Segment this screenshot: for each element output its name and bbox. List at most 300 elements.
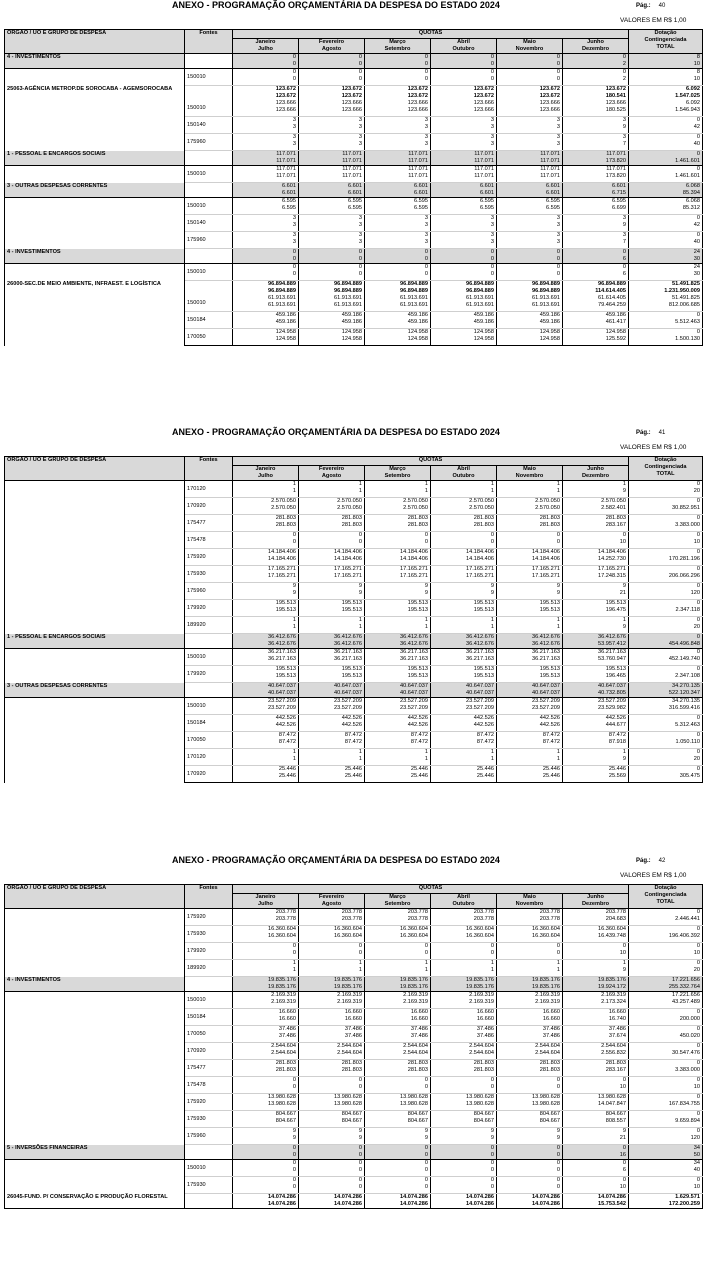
header-dotacao-line: TOTAL	[656, 44, 675, 50]
quota-cell	[563, 1160, 629, 1177]
quota-value: 61.913.691	[466, 302, 494, 308]
quota-value: 203.778	[539, 909, 560, 915]
quota-value: 804.667	[341, 1111, 362, 1117]
dotacao-value: 0	[696, 232, 701, 238]
row-fonte: 175920	[185, 909, 233, 926]
dotacao-value: 85.312	[682, 205, 701, 211]
quota-cell	[497, 698, 563, 715]
row-fonte	[185, 249, 233, 264]
quota-value: 0	[424, 1177, 428, 1183]
quota-value: 203.778	[407, 916, 428, 922]
quota-cell	[431, 198, 497, 215]
quota-value: 281.803	[473, 1067, 494, 1073]
header-quotas: QUOTAS	[233, 457, 629, 466]
quota-value: 9	[424, 590, 428, 596]
dotacao-cell	[629, 312, 703, 329]
quota-value: 16.660	[278, 1016, 296, 1022]
quota-cell	[365, 1194, 431, 1209]
quota-value: 2.169.319	[403, 999, 428, 1005]
quota-value: 17.165.271	[400, 566, 428, 572]
quota-cell	[365, 634, 431, 649]
quota-value: 117.071	[606, 166, 627, 172]
quota-value: 53.957.412	[598, 641, 627, 647]
quota-value: 61.614.405	[598, 295, 627, 301]
dotacao-value: 1.461.601	[675, 158, 701, 164]
row-label	[5, 1177, 185, 1194]
quota-cell	[563, 943, 629, 960]
quota-value: 195.513	[341, 600, 362, 606]
quota-value: 1	[292, 960, 296, 966]
table-row	[5, 1043, 703, 1060]
quota-cell	[365, 583, 431, 600]
quota-value: 16.660	[476, 1009, 494, 1015]
quota-value: 0	[424, 256, 428, 262]
header-month-name: Março	[389, 39, 406, 45]
quota-value: 804.667	[275, 1111, 296, 1117]
dotacao-value: 24	[693, 249, 701, 255]
quota-cell	[563, 1111, 629, 1128]
quota-value: 14.074.286	[466, 1194, 494, 1200]
quota-value: 96.894.889	[334, 281, 362, 287]
quota-value: 6.601	[480, 190, 494, 196]
quota-cell	[563, 69, 629, 86]
quota-cell	[233, 649, 299, 666]
quota-cell	[497, 549, 563, 566]
quota-value: 3	[490, 215, 494, 221]
dotacao-value: 200.000	[679, 1016, 701, 1022]
quota-value: 87.472	[476, 739, 494, 745]
row-label	[5, 1060, 185, 1077]
quota-value: 0	[556, 256, 560, 262]
quota-value: 1	[556, 756, 560, 762]
quota-value: 1	[490, 960, 494, 966]
quota-value: 0	[556, 1145, 560, 1151]
quota-value: 123.672	[407, 93, 428, 99]
quota-value: 2.570.050	[469, 505, 494, 511]
header-month	[563, 466, 629, 481]
quota-value: 9	[424, 583, 428, 589]
dotacao-value: 3.383.000	[675, 522, 701, 528]
quota-cell	[299, 649, 365, 666]
quota-cell	[233, 666, 299, 683]
quota-value: 123.666	[605, 100, 627, 106]
quota-value: 1	[622, 749, 627, 755]
quota-value: 195.513	[473, 607, 494, 613]
header-month-name: Fevereiro	[318, 894, 345, 900]
quota-cell	[497, 1160, 563, 1177]
quota-value: 804.667	[539, 1111, 560, 1117]
quota-value: 123.672	[341, 86, 362, 92]
quota-value: 9	[358, 1128, 362, 1134]
quota-value: 1	[292, 624, 296, 630]
quota-value: 444.677	[605, 722, 627, 728]
quota-value: 117.071	[342, 151, 362, 157]
quota-value: 96.894.889	[334, 288, 362, 294]
row-fonte: 150140	[185, 215, 233, 232]
quota-cell	[563, 766, 629, 783]
quota-cell	[431, 515, 497, 532]
row-fonte: 189920	[185, 617, 233, 634]
row-label	[5, 498, 185, 515]
quota-cell	[431, 1060, 497, 1077]
quota-cell	[431, 732, 497, 749]
quota-cell	[365, 683, 431, 698]
quota-value: 13.980.628	[532, 1101, 560, 1107]
quota-value: 36.412.676	[334, 634, 362, 640]
dotacao-value: 0	[696, 532, 701, 538]
quota-value: 124.958	[407, 336, 428, 342]
table-row	[5, 329, 703, 346]
quota-value: 13.980.628	[268, 1094, 296, 1100]
dotacao-value: 0	[696, 766, 701, 772]
quota-cell	[431, 1077, 497, 1094]
quota-cell	[365, 481, 431, 498]
quota-cell	[497, 1043, 563, 1060]
quota-value: 40.647.037	[532, 683, 560, 689]
quota-value: 36.412.676	[268, 634, 296, 640]
quota-value: 2.556.832	[601, 1050, 627, 1056]
quota-cell	[563, 1194, 629, 1209]
quota-cell	[299, 100, 365, 117]
header-month	[365, 894, 431, 909]
dotacao-value: 196.406.392	[668, 933, 701, 939]
quota-cell	[233, 909, 299, 926]
quota-value: 281.803	[341, 1067, 362, 1073]
table-row	[5, 1194, 703, 1209]
quota-value: 195.513	[341, 607, 362, 613]
quota-value: 16.360.604	[400, 933, 428, 939]
quota-value: 7	[622, 141, 627, 147]
quota-cell	[233, 86, 299, 101]
quota-cell	[365, 69, 431, 86]
quota-value: 0	[292, 271, 296, 277]
row-fonte: 175920	[185, 549, 233, 566]
quota-value: 36.217.163	[532, 656, 560, 662]
quota-value: 0	[490, 532, 494, 538]
quota-value: 117.071	[408, 166, 428, 172]
quota-value: 25.446	[410, 773, 428, 779]
quota-value: 0	[292, 76, 296, 82]
quota-cell	[365, 215, 431, 232]
quota-value: 196.475	[605, 607, 627, 613]
quota-cell	[431, 909, 497, 926]
quota-value: 442.526	[539, 715, 560, 721]
quota-cell	[299, 295, 365, 312]
quota-cell	[299, 583, 365, 600]
table-row	[5, 151, 703, 166]
quota-value: 14.252.730	[598, 556, 627, 562]
quota-value: 36.217.163	[334, 656, 362, 662]
row-label: 26000-SEC.DE MEIO AMBIENTE, INFRAEST. E LOGÍSTICA	[5, 281, 185, 296]
quota-cell	[299, 249, 365, 264]
quota-value: 1	[292, 488, 296, 494]
quota-value: 3	[292, 117, 296, 123]
quota-cell	[299, 1009, 365, 1026]
quota-cell	[497, 943, 563, 960]
row-fonte	[185, 86, 233, 101]
quota-value: 203.778	[473, 909, 494, 915]
quota-value: 117.071	[276, 166, 296, 172]
row-label	[5, 532, 185, 549]
quota-value: 36.217.163	[532, 649, 560, 655]
page-title-text: ANEXO - PROGRAMAÇÃO ORÇAMENTÁRIA DA DESPESA DO ESTADO 2024	[172, 0, 500, 10]
quota-value: 3	[622, 117, 627, 123]
dotacao-value: 42	[693, 222, 701, 228]
quota-cell	[299, 498, 365, 515]
header-month-name: Maio	[523, 466, 536, 472]
header-month-name: Janeiro	[255, 466, 276, 472]
quota-value: 124.958	[605, 329, 627, 335]
quota-value: 19.835.176	[466, 984, 494, 990]
quota-cell	[365, 1145, 431, 1160]
quota-value: 283.167	[605, 1067, 627, 1073]
quota-value: 14.074.286	[400, 1201, 428, 1207]
quota-cell	[365, 698, 431, 715]
quota-value: 123.672	[473, 93, 494, 99]
dotacao-value: 20	[693, 756, 701, 762]
quota-cell	[431, 166, 497, 183]
quota-cell	[431, 134, 497, 151]
quota-cell	[299, 166, 365, 183]
quota-value: 3	[424, 232, 428, 238]
quota-value: 9	[622, 756, 627, 762]
quota-value: 23.527.209	[334, 698, 362, 704]
quota-cell	[365, 1094, 431, 1111]
quota-value: 0	[556, 249, 560, 255]
quota-value: 0	[490, 1152, 494, 1158]
quota-cell	[431, 1160, 497, 1177]
header-dotacao-line: Dotação	[654, 30, 677, 36]
quota-value: 9	[490, 1128, 494, 1134]
quota-value: 114.614.405	[595, 288, 627, 294]
row-label	[5, 617, 185, 634]
quota-value: 195.513	[539, 666, 560, 672]
quota-cell	[431, 666, 497, 683]
quota-cell	[365, 295, 431, 312]
quota-value: 6.595	[348, 198, 362, 204]
quota-cell	[497, 1128, 563, 1145]
quota-value: 14.184.406	[532, 549, 560, 555]
quota-cell	[365, 232, 431, 249]
row-fonte: 150010	[185, 69, 233, 86]
quota-value: 203.778	[275, 909, 296, 915]
dotacao-value: 0	[696, 166, 701, 172]
quota-value: 16.360.604	[334, 926, 362, 932]
row-fonte: 179920	[185, 600, 233, 617]
table-row	[5, 909, 703, 926]
quota-value: 0	[358, 61, 362, 67]
quota-value: 124.958	[341, 336, 362, 342]
quota-value: 6.595	[348, 205, 362, 211]
quota-value: 281.803	[539, 515, 560, 521]
dotacao-value: 1.500.130	[675, 336, 701, 342]
quota-cell	[365, 515, 431, 532]
quota-value: 117.071	[540, 151, 560, 157]
dotacao-value: 1.629.571	[675, 1194, 701, 1200]
quota-cell	[563, 926, 629, 943]
table-row	[5, 166, 703, 183]
dotacao-value: 120	[690, 1135, 701, 1141]
row-fonte: 170050	[185, 1026, 233, 1043]
header-month	[365, 466, 431, 481]
quota-cell	[497, 312, 563, 329]
quota-cell	[431, 86, 497, 101]
quota-value: 13.980.628	[268, 1101, 296, 1107]
quota-value: 124.958	[275, 336, 296, 342]
quota-cell	[497, 54, 563, 69]
table-row	[5, 600, 703, 617]
header-month	[365, 39, 431, 54]
quota-cell	[497, 634, 563, 649]
quota-value: 0	[622, 249, 627, 255]
quota-value: 2.570.050	[535, 505, 560, 511]
quota-cell	[563, 1009, 629, 1026]
dotacao-value: 1.546.943	[675, 107, 701, 113]
quota-value: 808.557	[605, 1118, 627, 1124]
quota-cell	[431, 312, 497, 329]
quota-value: 281.803	[539, 522, 560, 528]
header-month	[299, 466, 365, 481]
quota-value: 25.446	[278, 766, 296, 772]
quota-value: 13.980.628	[400, 1094, 428, 1100]
dotacao-value: 10	[693, 76, 701, 82]
quota-value: 96.894.889	[268, 281, 296, 287]
quota-cell	[497, 960, 563, 977]
quota-value: 1	[622, 617, 627, 623]
quota-value: 3	[292, 124, 296, 130]
table-row	[5, 617, 703, 634]
quota-value: 203.778	[275, 916, 296, 922]
quota-value: 16.360.604	[598, 926, 627, 932]
row-label	[5, 698, 185, 715]
quota-cell	[431, 1094, 497, 1111]
quota-cell	[497, 183, 563, 198]
quota-value: 19.835.176	[466, 977, 494, 983]
quota-value: 0	[358, 256, 362, 262]
row-label	[5, 100, 185, 117]
quota-cell	[563, 183, 629, 198]
row-fonte: 175478	[185, 532, 233, 549]
quota-value: 9	[292, 1135, 296, 1141]
quota-value: 6.601	[414, 190, 428, 196]
dotacao-value: 170.281.196	[668, 556, 701, 562]
quota-value: 3	[490, 124, 494, 130]
quota-value: 3	[424, 222, 428, 228]
table-row	[5, 312, 703, 329]
quota-cell	[365, 909, 431, 926]
quota-value: 14.184.406	[334, 549, 362, 555]
quota-cell	[233, 943, 299, 960]
quota-value: 37.486	[344, 1033, 362, 1039]
table-row	[5, 1077, 703, 1094]
quota-value: 2.544.604	[403, 1050, 428, 1056]
quota-value: 1	[490, 749, 494, 755]
row-fonte: 175477	[185, 515, 233, 532]
row-label	[5, 992, 185, 1009]
row-label: 4 - INVESTIMENTOS	[5, 54, 185, 69]
dotacao-value: 0	[696, 943, 701, 949]
table-row	[5, 183, 703, 198]
quota-cell	[431, 281, 497, 296]
quota-cell	[299, 1094, 365, 1111]
quota-cell	[563, 281, 629, 296]
table-row	[5, 281, 703, 296]
quota-value: 6	[622, 256, 627, 262]
quota-cell	[497, 732, 563, 749]
quota-value: 0	[424, 69, 428, 75]
quota-cell	[299, 312, 365, 329]
quota-value: 14.074.286	[334, 1201, 362, 1207]
quota-cell	[563, 732, 629, 749]
header-dotacao	[629, 885, 703, 909]
quota-cell	[233, 281, 299, 296]
quota-value: 180.541	[605, 93, 627, 99]
quota-value: 195.513	[275, 673, 296, 679]
quota-value: 13.980.628	[466, 1094, 494, 1100]
quota-value: 2.169.319	[337, 999, 362, 1005]
dotacao-cell	[629, 666, 703, 683]
quota-cell	[299, 566, 365, 583]
quota-value: 17.248.315	[598, 573, 627, 579]
row-fonte: 150010	[185, 100, 233, 117]
quota-value: 195.513	[605, 666, 627, 672]
header-month-name: Julho	[258, 46, 273, 52]
header-month-name: Abril	[457, 466, 470, 472]
quota-cell	[431, 1194, 497, 1209]
quota-value: 3	[490, 232, 494, 238]
quota-cell	[431, 264, 497, 281]
quota-value: 442.526	[407, 715, 428, 721]
quota-value: 0	[292, 1077, 296, 1083]
quota-cell	[365, 1160, 431, 1177]
quota-value: 1	[358, 756, 362, 762]
quota-cell	[299, 329, 365, 346]
quota-value: 6.595	[612, 198, 627, 204]
quota-value: 37.486	[278, 1033, 296, 1039]
header-quotas: QUOTAS	[233, 30, 629, 39]
quota-value: 2.544.604	[337, 1050, 362, 1056]
quota-cell	[299, 69, 365, 86]
table-row	[5, 481, 703, 498]
quota-cell	[497, 515, 563, 532]
quota-value: 96.894.889	[598, 281, 627, 287]
dotacao-cell	[629, 1111, 703, 1128]
quota-value: 0	[358, 69, 362, 75]
dotacao-value: 1.461.601	[675, 173, 701, 179]
quota-value: 6.601	[348, 183, 362, 189]
table-row	[5, 1145, 703, 1160]
report-page	[0, 855, 701, 1275]
quota-cell	[299, 943, 365, 960]
quota-value: 281.803	[605, 515, 627, 521]
quota-value: 23.527.209	[598, 698, 627, 704]
quota-value: 117.071	[540, 158, 560, 164]
quota-value: 1	[490, 756, 494, 762]
quota-value: 3	[556, 134, 560, 140]
row-label	[5, 134, 185, 151]
dotacao-cell	[629, 683, 703, 698]
quota-value: 40.732.805	[598, 690, 627, 696]
quota-cell	[299, 683, 365, 698]
header-month-name: Junho	[587, 466, 604, 472]
dotacao-value: 6.068	[686, 198, 701, 204]
dotacao-value: 0	[696, 960, 701, 966]
quota-cell	[431, 1009, 497, 1026]
quota-value: 0	[490, 61, 494, 67]
quota-value: 40.647.037	[334, 690, 362, 696]
quota-cell	[497, 649, 563, 666]
quota-value: 0	[556, 532, 560, 538]
